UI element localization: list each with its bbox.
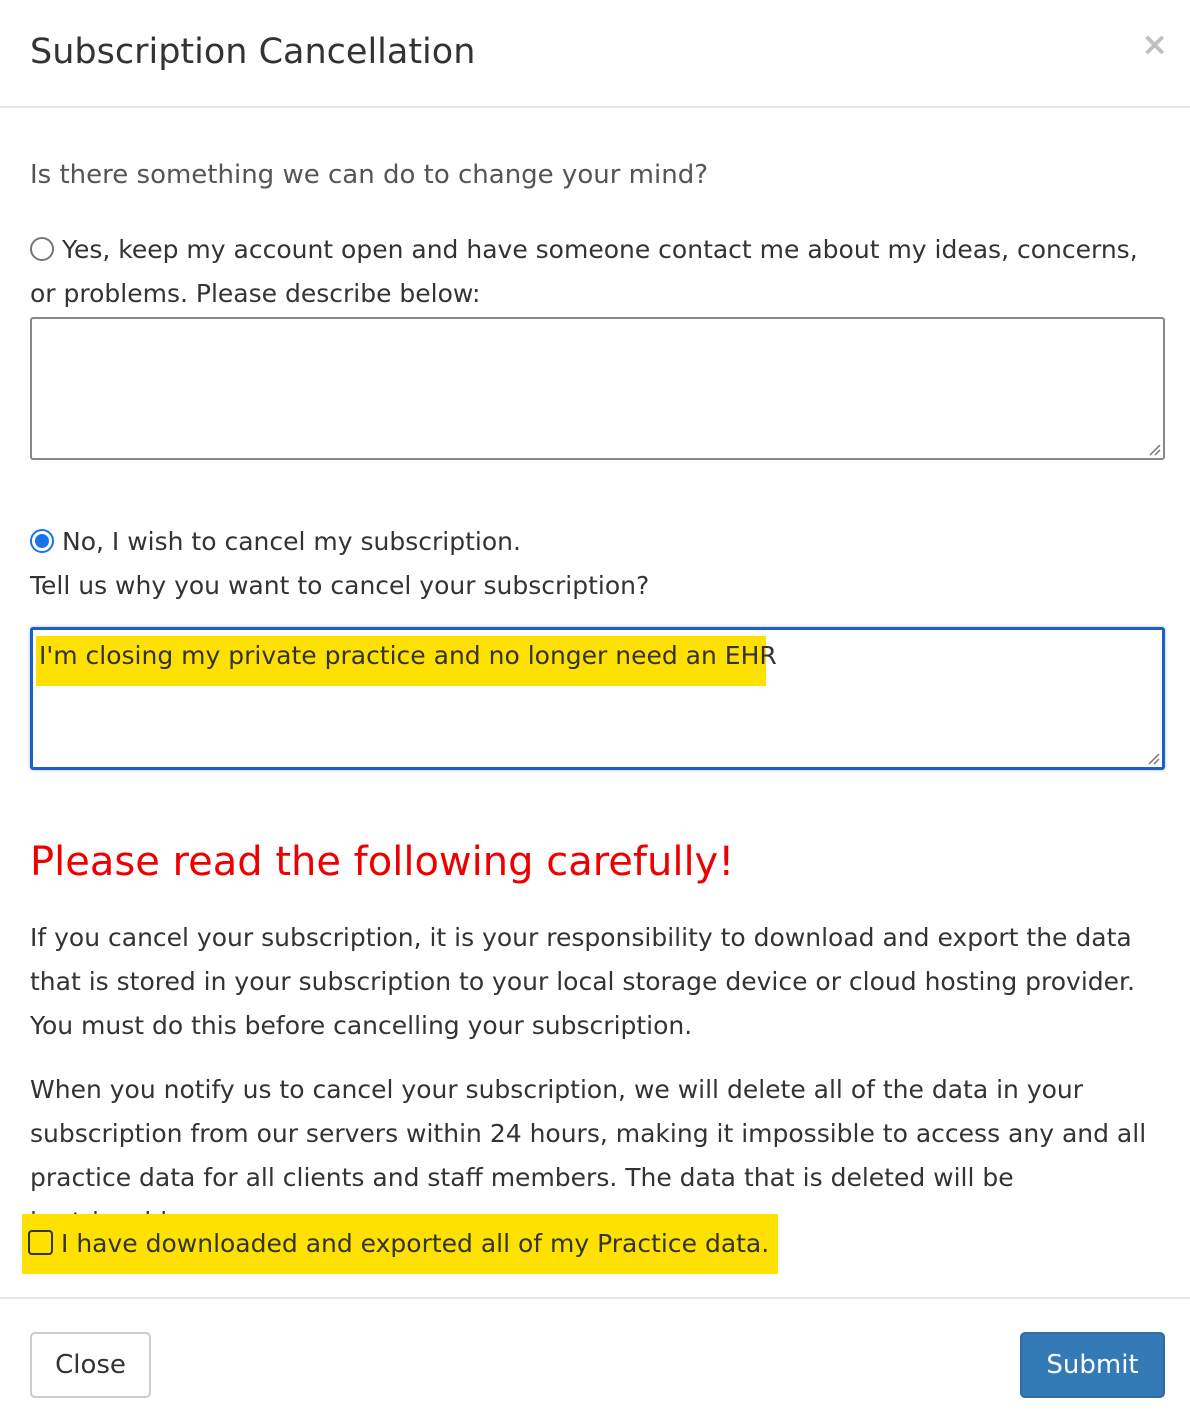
radio-keep-account[interactable] <box>30 237 54 261</box>
data-exported-confirmation[interactable] <box>22 1214 778 1274</box>
option-cancel-subscription-label: No, I wish to cancel my subscription. <box>62 527 521 556</box>
close-icon[interactable]: × <box>1141 25 1168 63</box>
reason-prompt: Tell us why you want to cancel your subscription? <box>30 571 650 600</box>
data-exported-checkbox[interactable] <box>28 1230 53 1255</box>
dialog-header <box>0 0 1190 108</box>
feedback-textarea[interactable] <box>30 317 1165 460</box>
reason-textarea-value: I'm closing my private practice and no longer need an EHR <box>36 636 766 686</box>
resize-grip-icon[interactable] <box>1146 751 1160 765</box>
notice-paragraph-2: When you notify us to cancel your subscription, we will delete all of the data in your subscription from our servers within 24 hours, making it impossible to access any and all practice data for all clients and staff members. The data that is deleted will be <box>30 1075 1147 1192</box>
submit-button[interactable]: Submit <box>1020 1332 1165 1398</box>
resize-grip-icon[interactable] <box>1147 442 1161 456</box>
data-exported-label: I have downloaded and exported all of my Practice data. <box>61 1229 770 1258</box>
retention-question: Is there something we can do to change your mind? <box>30 160 708 190</box>
close-button[interactable]: Close <box>30 1332 151 1398</box>
radio-cancel-subscription[interactable] <box>30 529 54 553</box>
notice-paragraph-1: If you cancel your subscription, it is your responsibility to download and export the data that is stored in your subscription to your local storage device or cloud hosting provider. You must do this before cancelling your subscription. <box>30 923 1135 1040</box>
dialog-footer <box>0 1297 1190 1420</box>
option-keep-account-label: Yes, keep my account open and have someone contact me about my ideas, concerns, or problems. Please describe below: <box>30 235 1138 308</box>
option-keep-account[interactable] <box>30 228 1160 316</box>
dialog-title: Subscription Cancellation <box>30 32 476 72</box>
option-cancel-subscription[interactable] <box>30 520 1160 564</box>
reason-textarea[interactable] <box>30 627 1165 770</box>
warning-heading: Please read the following carefully! <box>30 839 735 885</box>
